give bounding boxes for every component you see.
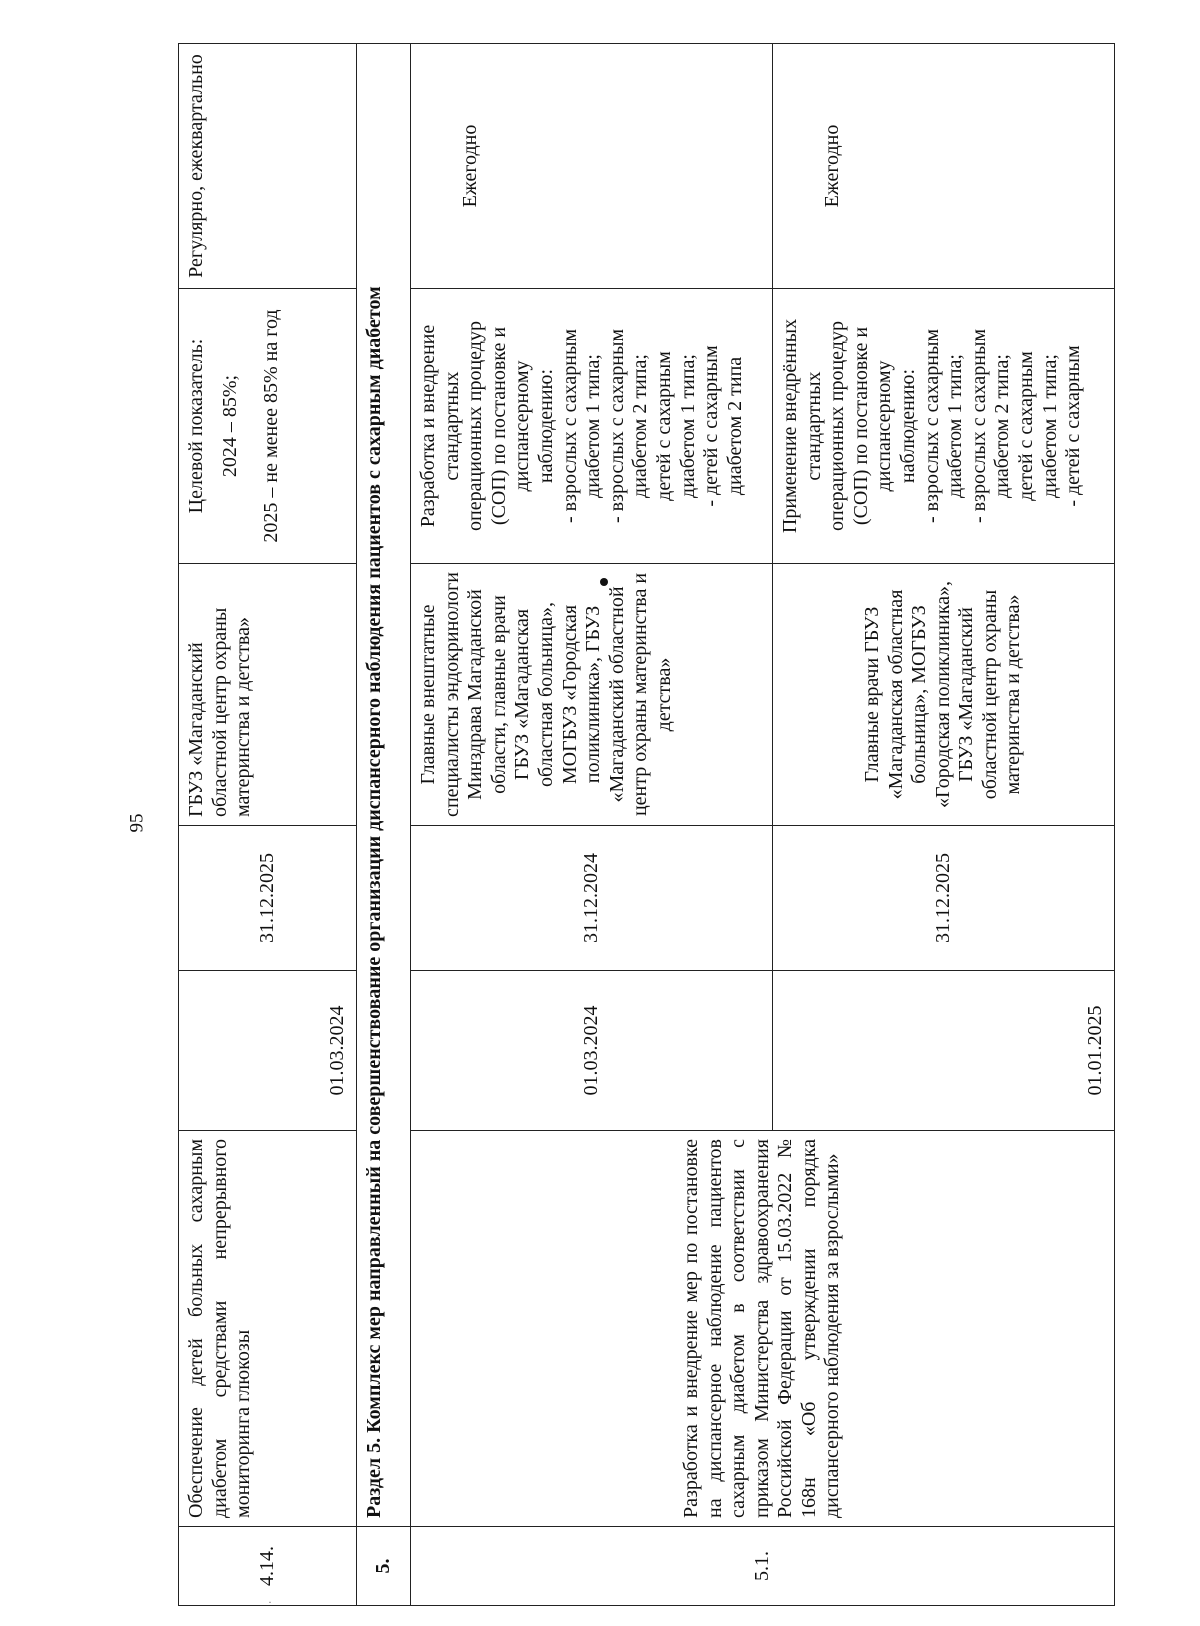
row-number: 4.14. xyxy=(179,1527,357,1606)
result-line-2025: 2025 – не менее 85% на год xyxy=(260,309,283,543)
result-label: Целевой показатель: xyxy=(185,338,207,514)
result-cell xyxy=(773,289,1115,564)
rotated-table-container xyxy=(178,44,1142,1606)
table-row-4-14 xyxy=(179,44,357,1606)
frequency-cell: Ежегодно xyxy=(773,44,1115,289)
result-cell xyxy=(179,289,357,564)
result-line: наблюдению: xyxy=(896,368,919,484)
result-line: - детей с сахарным xyxy=(700,345,723,507)
result-line: стандартных xyxy=(802,371,825,481)
result-line: диспансерному xyxy=(873,360,896,492)
event-cell: Разработка и внедрение мер по постановке на диспансерное наблюдение пациентов сахарным диабетом в соответствии с приказом Министерства здравоохранения Российской Федерации от 15.03.2022 № 168н «Об утверждении порядка диспансерного наблюдения за взрослыми» xyxy=(411,1131,1115,1527)
document-table-area xyxy=(178,44,1142,1606)
result-line: диабетом 1 типа; xyxy=(1038,354,1061,498)
section-number: 5. xyxy=(357,1527,411,1606)
result-line: стандартных xyxy=(440,371,463,481)
result-line: диспансерному xyxy=(511,360,534,492)
result-lines xyxy=(417,297,747,555)
margin-mark: · xyxy=(268,1595,272,1609)
result-line: (СОП) по постановке и xyxy=(849,326,872,526)
frequency-cell: Ежегодно xyxy=(411,44,773,289)
result-line: - взрослых с сахарным xyxy=(920,328,943,524)
responsible-cell: Главные врачи ГБУЗ «Магаданская областная больница», МОГБУЗ «Городская поликлиника», ГБУЗ «Магаданский областной центр охраны материнства и детства» xyxy=(773,564,1115,826)
result-line: диабетом 1 типа; xyxy=(676,354,699,498)
result-line: - взрослых с сахарным xyxy=(558,328,581,524)
start-date-cell: 01.03.2024 xyxy=(411,971,773,1131)
result-line: - взрослых с сахарным xyxy=(967,328,990,524)
start-date-cell: 01.01.2025 xyxy=(773,971,1115,1131)
end-date-cell: 31.12.2025 xyxy=(179,826,357,971)
table-row-5-1-a xyxy=(411,44,773,1606)
result-line: - детей с сахарным xyxy=(1062,345,1085,507)
end-date-cell: 31.12.2024 xyxy=(411,826,773,971)
result-line: детей с сахарным xyxy=(1014,351,1037,501)
row-number: 5.1. xyxy=(411,1527,1115,1606)
result-cell xyxy=(411,289,773,564)
result-line: диабетом 2 типа; xyxy=(991,354,1014,498)
start-date-cell: 01.03.2024 xyxy=(179,971,357,1131)
result-line: диабетом 1 типа; xyxy=(944,354,967,498)
result-line: операционных процедур xyxy=(826,321,849,531)
result-line: диабетом 1 типа; xyxy=(582,354,605,498)
result-line: - взрослых с сахарным xyxy=(605,328,628,524)
end-date-cell: 31.12.2025 xyxy=(773,826,1115,971)
result-line: детей с сахарным xyxy=(652,351,675,501)
table-row-section-5 xyxy=(357,44,411,1606)
section-title: Раздел 5. Комплекс мер направленный на совершенствование организации диспансерного наблюдения пациентов с сахарным диабетом xyxy=(357,44,411,1527)
result-line: (СОП) по постановке и xyxy=(487,326,510,526)
responsible-cell: Главные внештатные специалисты эндокринологи Минздрава Магаданской области, главные врачи ГБУЗ «Магаданская областная больница», МОГБУЗ «Городская поликлиника», ГБУЗ «Магаданский областной центр охраны материнства и детства» xyxy=(411,564,773,826)
measures-table xyxy=(178,43,1115,1606)
event-cell: Обеспечение детей больных сахарным диабетом средствами непрерывного мониторинга глюкозы xyxy=(179,1131,357,1527)
result-line: операционных процедур xyxy=(464,321,487,531)
result-line: Разработка и внедрение xyxy=(417,324,439,528)
page-number: 95 xyxy=(126,813,148,833)
result-line: диабетом 2 типа xyxy=(723,356,746,496)
result-line: Применение внедрённых xyxy=(779,318,801,534)
responsible-cell: ГБУЗ «Магаданский областной центр охраны материнства и детства» xyxy=(179,564,357,826)
result-lines xyxy=(779,297,1086,555)
result-line-2024: 2024 – 85%; xyxy=(218,374,241,478)
frequency-cell: Регулярно, ежеквартально xyxy=(179,44,357,289)
result-line: наблюдению: xyxy=(534,368,557,484)
result-line: диабетом 2 типа; xyxy=(629,354,652,498)
